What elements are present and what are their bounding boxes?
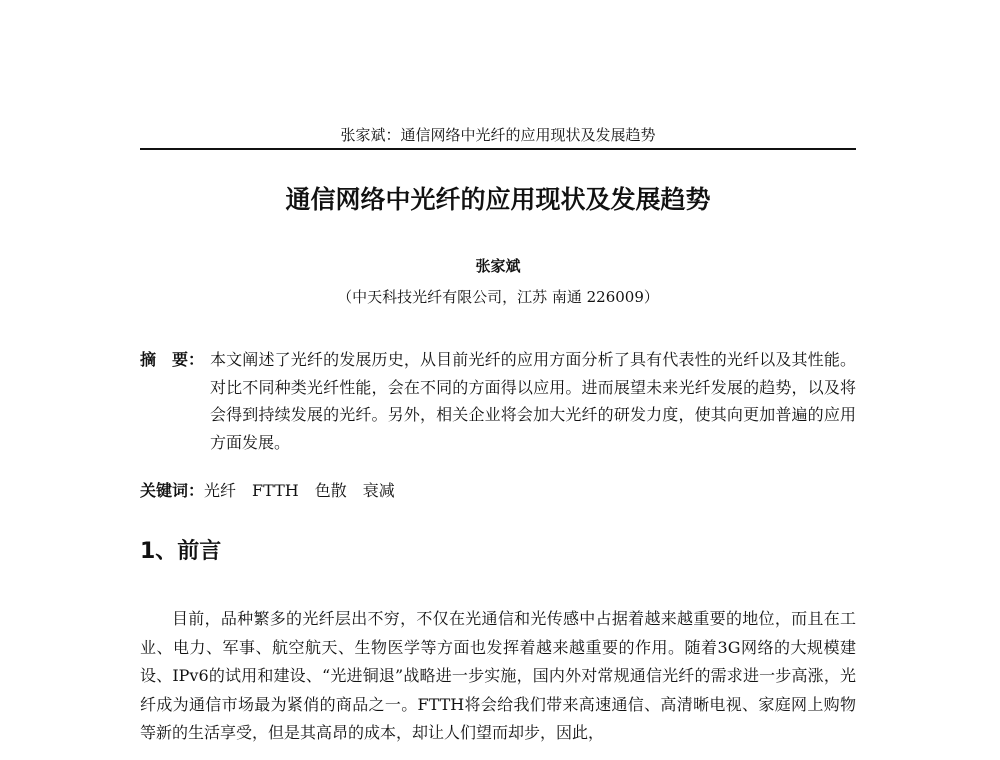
keyword: 光纤	[204, 481, 237, 500]
keyword: FTTH	[252, 481, 299, 500]
abstract-block	[140, 346, 856, 456]
header-rule	[140, 148, 856, 150]
abstract-label: 摘 要：	[140, 350, 205, 369]
author-affiliation: （中天科技光纤有限公司，江苏 南通 226009）	[337, 288, 659, 306]
author-name: 张家斌	[475, 257, 521, 275]
keywords-label: 关键词：	[140, 481, 205, 500]
body-paragraph: 目前，品种繁多的光纤层出不穷，不仅在光通信和光传感中占据着越来越重要的地位，而且在工业、电力、军事、航空航天、生物医学等方面也发挥着越来越重要的作用。随着3G网络的大规模建设、IPv6的试用和建设、“光进铜退”战略进一步实施，国内外对常规通信光纤的需求进一步高涨，光纤成为通信市场最为紧俏的商品之一。FTTH将会给我们带来高速通信、高清晰电视、家庭网上购物等新的生活享受，但是其高昂的成本，却让人们望而却步，因此，	[140, 609, 856, 742]
keyword: 衰减	[362, 481, 395, 500]
keywords-block	[140, 479, 856, 503]
paper-title: 通信网络中光纤的应用现状及发展趋势	[285, 185, 711, 214]
keyword: 色散	[314, 481, 347, 500]
running-header: 张家斌：通信网络中光纤的应用现状及发展趋势	[340, 126, 656, 144]
abstract-text: 本文阐述了光纤的发展历史，从目前光纤的应用方面分析了具有代表性的光纤以及其性能。对比不同种类光纤性能，会在不同的方面得以应用。进而展望未来光纤发展的趋势，以及将会得到持续发展的光纤。另外，相关企业将会加大光纤的研发力度，使其向更加普遍的应用方面发展。	[210, 350, 856, 452]
keyword-list	[204, 479, 395, 503]
section-heading: 1、前言	[140, 539, 222, 564]
